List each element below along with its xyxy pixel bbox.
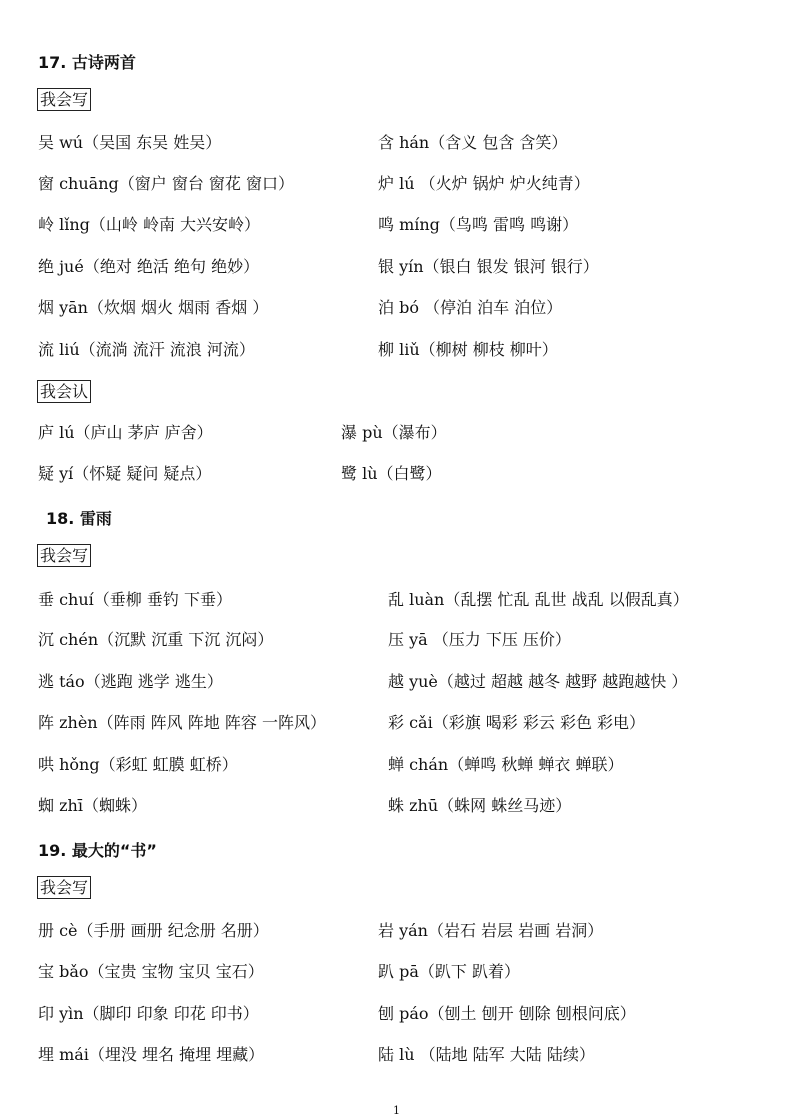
word-entry: 逃 táo（逃跑 逃学 逃生） [38,672,223,691]
word-entry: 宝 bǎo（宝贵 宝物 宝贝 宝石） [38,962,264,981]
word-entry: 刨 páo（刨土 刨开 刨除 刨根问底） [378,1004,636,1023]
section-title: 19. 最大的“书” [38,841,157,860]
group-label: 我会写 [37,544,91,567]
word-entry: 压 yā （压力 下压 压价） [388,630,571,649]
word-entry: 绝 jué（绝对 绝活 绝句 绝妙） [38,257,260,276]
word-entry: 越 yuè（越过 超越 越冬 越野 越跑越快 ） [388,672,688,691]
word-entry: 泊 bó （停泊 泊车 泊位） [378,298,563,317]
word-entry: 吴 wú（吴国 东吴 姓吴） [38,133,222,152]
word-entry: 乱 luàn（乱摆 忙乱 乱世 战乱 以假乱真） [388,590,689,609]
section-title: 18. 雷雨 [46,509,112,528]
word-entry: 陆 lù （陆地 陆军 大陆 陆续） [378,1045,595,1064]
word-entry: 蝉 chán（蝉鸣 秋蝉 蝉衣 蝉联） [388,755,624,774]
word-entry: 银 yín（银白 银发 银河 银行） [378,257,599,276]
word-entry: 含 hán（含义 包含 含笑） [378,133,568,152]
word-entry: 蜘 zhī（蜘蛛） [38,796,147,815]
word-entry: 岩 yán（岩石 岩层 岩画 岩洞） [378,921,604,940]
word-entry: 彩 cǎi（彩旗 喝彩 彩云 彩色 彩电） [388,713,646,732]
word-entry: 印 yìn（脚印 印象 印花 印书） [38,1004,259,1023]
group-label: 我会写 [37,88,91,111]
word-entry: 垂 chuí（垂柳 垂钓 下垂） [38,590,232,609]
word-entry: 趴 pā（趴下 趴着） [378,962,520,981]
word-entry: 炉 lú （火炉 锅炉 炉火纯青） [378,174,590,193]
word-entry: 流 liú（流淌 流汗 流浪 河流） [38,340,255,359]
section-title: 17. 古诗两首 [38,53,136,72]
group-label: 我会写 [37,876,91,899]
word-entry: 册 cè（手册 画册 纪念册 名册） [38,921,269,940]
word-entry: 蛛 zhū（蛛网 蛛丝马迹） [388,796,572,815]
word-entry: 窗 chuāng（窗户 窗台 窗花 窗口） [38,174,295,193]
group-label: 我会认 [37,380,91,403]
word-entry: 哄 hǒng（彩虹 虹膜 虹桥） [38,755,238,774]
word-entry: 柳 liǔ（柳树 柳枝 柳叶） [378,340,558,359]
word-entry: 鹭 lù（白鹭） [341,464,442,483]
word-entry: 沉 chén（沉默 沉重 下沉 沉闷） [38,630,274,649]
word-entry: 鸣 míng（鸟鸣 雷鸣 鸣谢） [378,215,579,234]
word-entry: 瀑 pù（瀑布） [341,423,447,442]
word-entry: 庐 lú（庐山 茅庐 庐舍） [38,423,213,442]
word-entry: 阵 zhèn（阵雨 阵风 阵地 阵容 一阵风） [38,713,326,732]
word-entry: 烟 yān（炊烟 烟火 烟雨 香烟 ） [38,298,269,317]
page-number: 1 [393,1104,400,1117]
word-entry: 埋 mái（埋没 埋名 掩埋 埋藏） [38,1045,265,1064]
word-entry: 岭 lǐng（山岭 岭南 大兴安岭） [38,215,261,234]
word-entry: 疑 yí（怀疑 疑问 疑点） [38,464,212,483]
